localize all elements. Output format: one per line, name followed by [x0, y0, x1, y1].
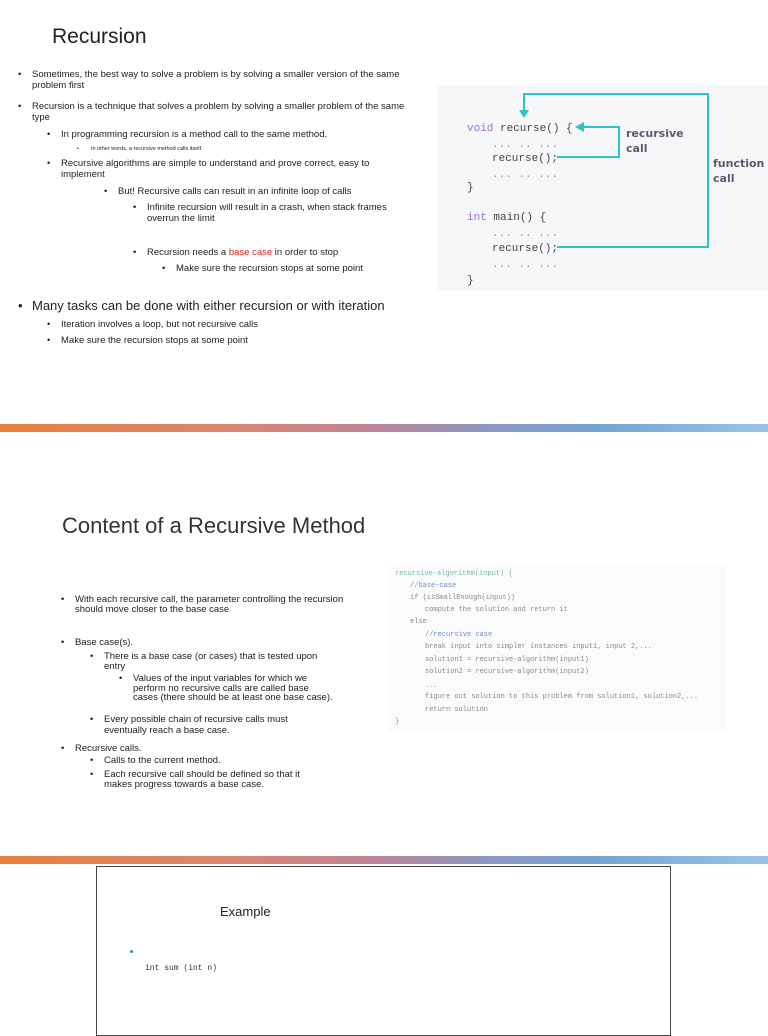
- svg-text:}: }: [467, 275, 474, 287]
- code-line: else: [410, 618, 427, 626]
- code-line: return solution: [425, 706, 489, 714]
- code-line: ...: [425, 682, 438, 690]
- slide-title: Content of a Recursive Method: [62, 513, 366, 538]
- bullet: • Iteration involves a loop, but not recursive calls: [61, 319, 258, 330]
- bullet: • Recursion is a technique that solves a problem by solving a smaller problem of the same type: [32, 101, 422, 123]
- slide-title: Example: [220, 904, 271, 919]
- bullet: • Each recursive call should be defined so that it makes progress towards a base case.: [104, 770, 314, 789]
- recursion-diagram: [437, 85, 768, 291]
- code-line: //base-case: [410, 582, 457, 590]
- bullet: • Make sure the recursion stops at some point: [176, 263, 363, 274]
- svg-text:... .. ...: ... .. ...: [492, 139, 559, 151]
- code-line: }: [395, 718, 400, 726]
- svg-text:... .. ...: ... .. ...: [492, 259, 559, 271]
- pseudocode-image: [388, 566, 726, 732]
- bullet: • Many tasks can be done with either recursion or with iteration: [32, 298, 385, 313]
- bullet-icon: [130, 950, 133, 953]
- bullet: • Make sure the recursion stops at some point: [61, 335, 248, 346]
- slide-frame: [96, 866, 671, 1036]
- bullet: • There is a base case (or cases) that is tested upon entry: [104, 652, 339, 671]
- svg-text:call: call: [626, 142, 648, 155]
- code-line: break input into simpler instances input1, input 2,...: [425, 643, 652, 651]
- slide-divider: [0, 856, 768, 864]
- svg-text:function: function: [713, 157, 765, 170]
- bullet: • Infinite recursion will result in a crash, when stack frames overrun the limit: [147, 202, 417, 224]
- bullet: • In other words, a recursive method calls itself.: [91, 146, 203, 153]
- bullet: • In programming recursion is a method call to the same method.: [61, 129, 327, 140]
- svg-text:recurse();: recurse();: [492, 243, 559, 255]
- svg-text:int main() {: int main() {: [467, 212, 547, 224]
- bullet: • Base case(s).: [75, 637, 133, 648]
- bullet: • Recursive algorithms are simple to understand and prove correct, easy to implement: [61, 158, 406, 180]
- bullet: • Every possible chain of recursive calls must eventually reach a base case.: [104, 715, 314, 736]
- bullet: • Recursive calls.: [75, 743, 142, 754]
- code-line: solution1 = recursive-algorithm(input1): [425, 656, 589, 664]
- code-line: //recursive case: [425, 631, 493, 639]
- code-line: solution2 = recursive-algorithm(input2): [425, 668, 589, 676]
- code-line: recursive-algorithm(input) {: [395, 570, 513, 578]
- svg-text:void recurse() {: void recurse() {: [467, 123, 573, 135]
- bullet: • With each recursive call, the parameter controlling the recursion should move closer to the base case: [75, 595, 345, 614]
- svg-text:}: }: [467, 182, 474, 194]
- svg-text:... .. ...: ... .. ...: [492, 228, 559, 240]
- bullet: • But! Recursive calls can result in an infinite loop of calls: [118, 186, 351, 197]
- bullet: • Calls to the current method.: [104, 755, 221, 766]
- svg-text:... .. ...: ... .. ...: [492, 169, 559, 181]
- svg-text:recurse();: recurse();: [492, 153, 559, 165]
- code-line: int sum (int n): [145, 964, 218, 973]
- svg-text:call: call: [713, 172, 735, 185]
- bullet: • Sometimes, the best way to solve a problem is by solving a smaller version of the same problem first: [32, 69, 432, 91]
- code-line: if (isSmallEnough(input)): [410, 594, 516, 602]
- base-case-highlight: base case: [228, 247, 273, 258]
- text: Recursion needs a: [147, 247, 229, 258]
- code-line: figure out solution to this problem from solution1, solution2,...: [425, 693, 699, 701]
- bullet: [147, 247, 338, 258]
- text: in order to stop: [272, 247, 339, 258]
- slide-divider: [0, 424, 768, 432]
- code-line: compute the solution and return it: [425, 606, 568, 614]
- slide-title: Recursion: [52, 25, 147, 48]
- svg-text:recursive: recursive: [626, 127, 684, 140]
- bullet: • Values of the input variables for which we perform no recursive calls are called base cases (there should be at least one base case).: [133, 674, 333, 703]
